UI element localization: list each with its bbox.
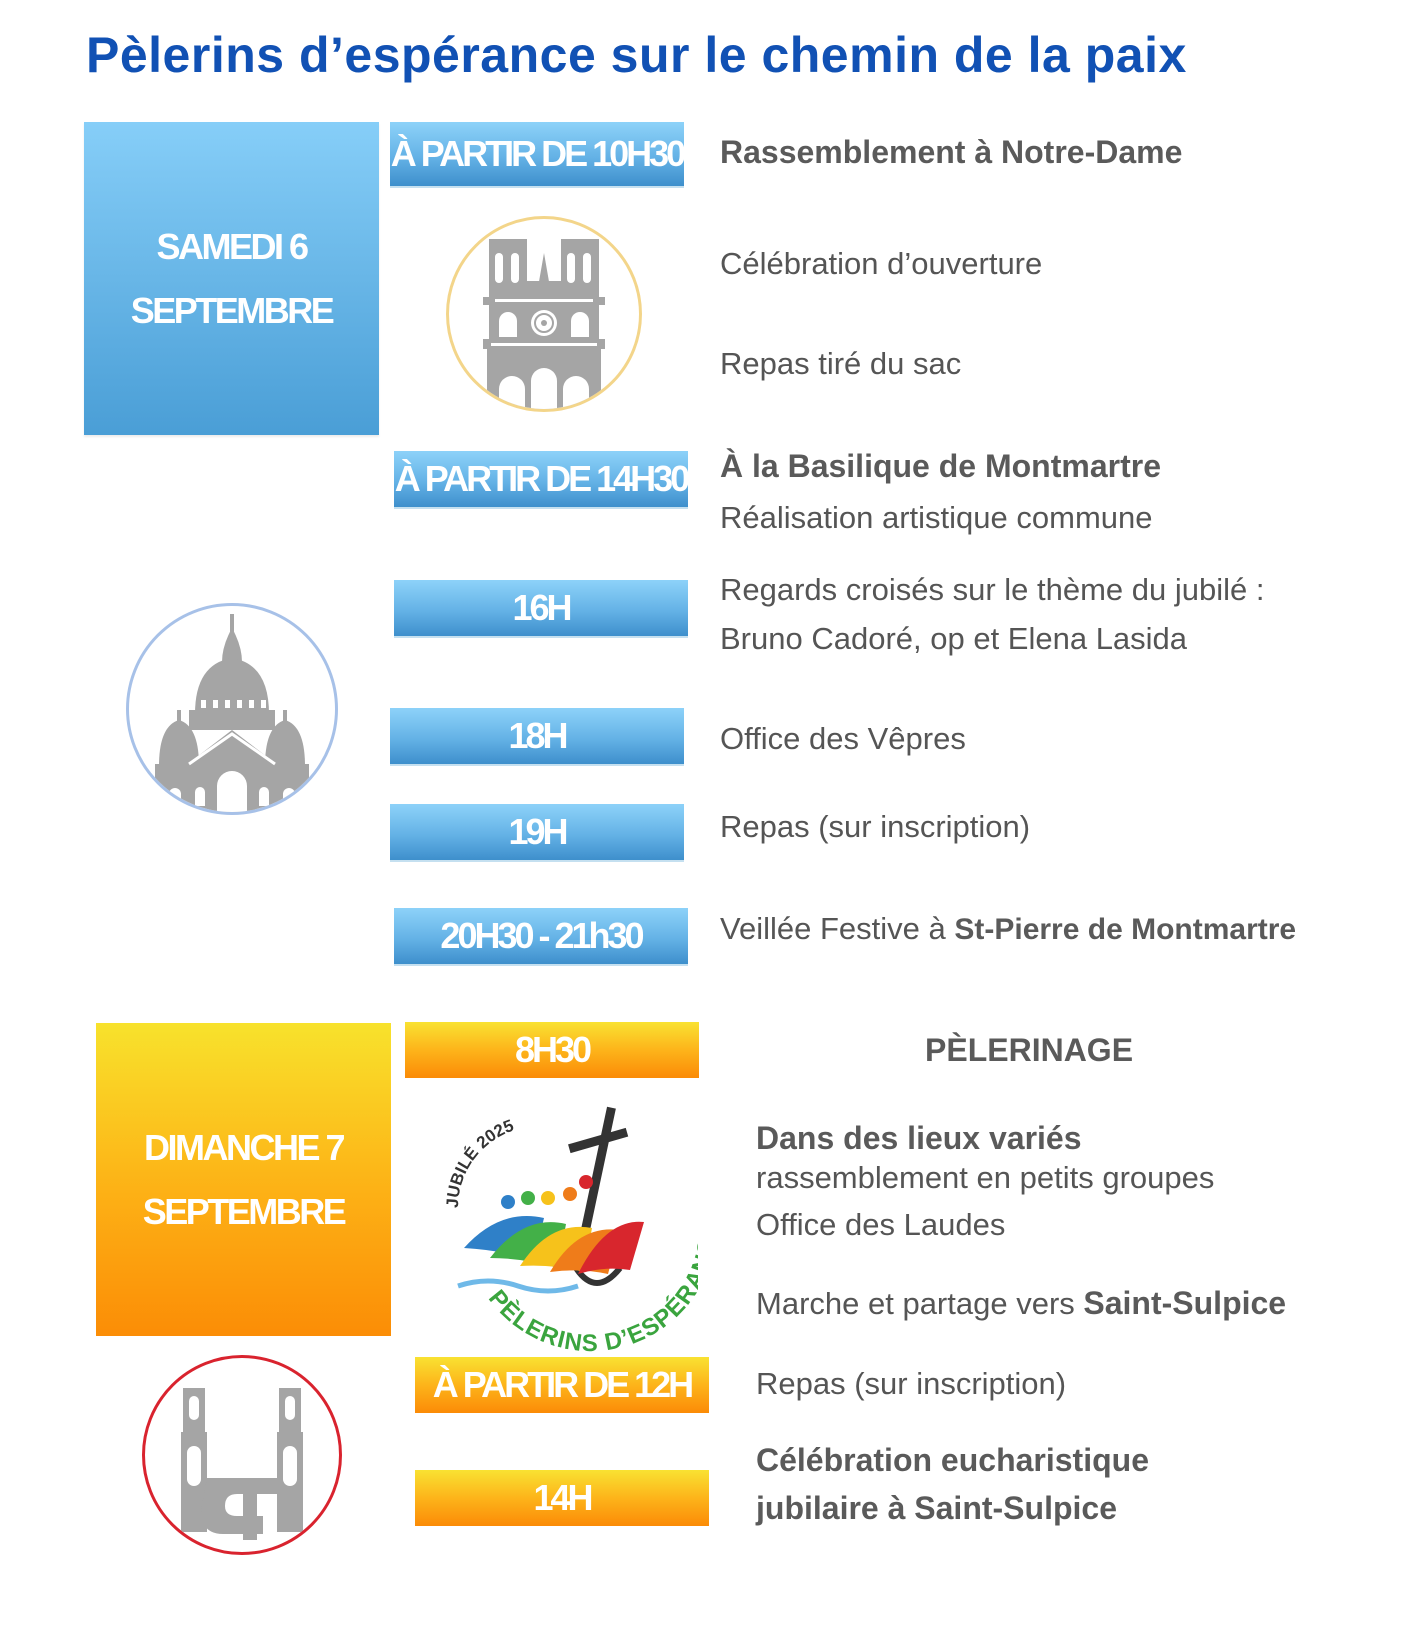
- time-box-1430: À PARTIR DE 14H30: [394, 451, 688, 509]
- logo-bottom-text: PÈLERINS D’ESPÉ: [483, 1284, 692, 1356]
- time-box-2030: 20H30 - 21h30: [394, 908, 688, 966]
- sacre-coeur-icon: [126, 603, 338, 815]
- time-box-1030: À PARTIR DE 10H30: [390, 122, 684, 188]
- pilgrimage-heading: PÈLERINAGE: [925, 1032, 1134, 1068]
- saturday-day-line1: SAMEDI 6: [156, 225, 307, 267]
- talk-line2: Bruno Cadoré, op et Elena Lasida: [720, 621, 1188, 656]
- sunday-day-line1: DIMANCHE 7: [143, 1126, 343, 1168]
- opening-celebration: Célébration d’ouverture: [720, 246, 1043, 281]
- walk-place: Saint-Sulpice: [1083, 1285, 1287, 1321]
- time-box-12h: À PARTIR DE 12H: [415, 1357, 709, 1413]
- time-box-18h: 18H: [390, 708, 684, 766]
- artistic-creation: Réalisation artistique commune: [720, 500, 1153, 535]
- lauds: Office des Laudes: [756, 1207, 1006, 1242]
- mass-line1: Célébration eucharistique: [756, 1442, 1149, 1478]
- vigil: [720, 911, 1296, 947]
- time-box-16h: 16H: [394, 580, 688, 638]
- saturday-meal: Repas (sur inscription): [720, 809, 1031, 844]
- sunday-day-line2: SEPTEMBRE: [142, 1190, 345, 1232]
- montmartre-heading: À la Basilique de Montmartre: [720, 448, 1161, 484]
- logo-top-text: JUBILÉ 2025: [442, 1115, 517, 1209]
- time-box-19h: 19H: [390, 804, 684, 862]
- notre-dame-heading: Rassemblement à Notre-Dame: [720, 134, 1183, 170]
- time-box-14h: 14H: [415, 1470, 709, 1526]
- page-title: Pèlerins d’espérance sur le chemin de la paix: [86, 27, 1187, 83]
- talk-line1: Regards croisés sur le thème du jubilé :: [720, 572, 1265, 607]
- walk: [756, 1285, 1286, 1322]
- small-groups: rassemblement en petits groupes: [756, 1160, 1215, 1195]
- places-heading: Dans des lieux variés: [756, 1120, 1082, 1156]
- saint-sulpice-icon: [142, 1355, 342, 1555]
- vespers: Office des Vêpres: [720, 721, 966, 756]
- jubilee-logo-icon: [428, 1098, 698, 1356]
- mass-line2: jubilaire à Saint-Sulpice: [756, 1490, 1117, 1526]
- sunday-meal: Repas (sur inscription): [756, 1366, 1067, 1401]
- walk-prefix: Marche et partage vers: [756, 1286, 1075, 1321]
- saturday-day-line2: SEPTEMBRE: [130, 289, 333, 331]
- sunday-day-box: [96, 1023, 391, 1336]
- packed-lunch: Repas tiré du sac: [720, 346, 962, 381]
- notre-dame-icon: [446, 216, 642, 412]
- vigil-place: St-Pierre de Montmartre: [954, 913, 1297, 946]
- saturday-day-box: [84, 122, 379, 435]
- svg-text:JUBILÉ 2025: [443, 1116, 516, 1209]
- time-box-8h30: 8H30: [405, 1022, 699, 1078]
- vigil-prefix: Veillée Festive à: [720, 911, 946, 946]
